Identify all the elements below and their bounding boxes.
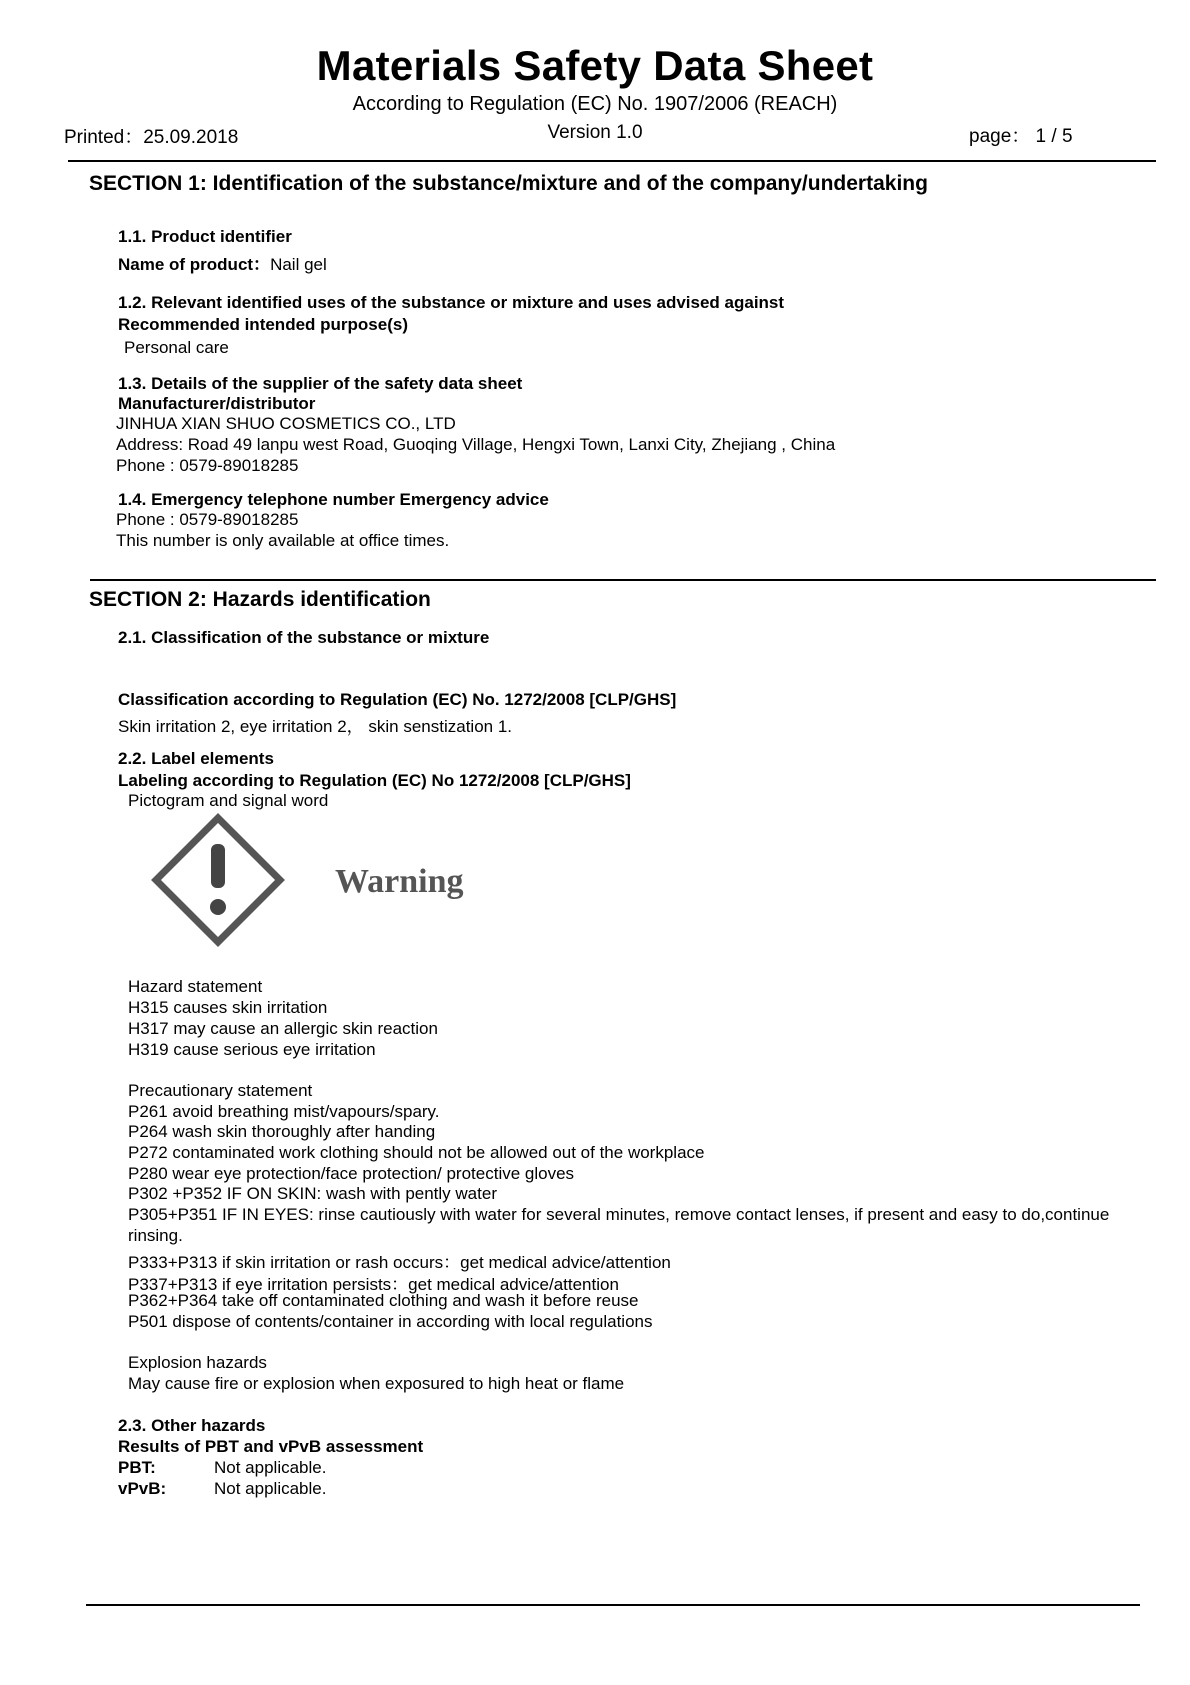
precaution-heading: Precautionary statement bbox=[128, 1081, 313, 1100]
precaution-statement: rinsing. bbox=[128, 1226, 183, 1245]
precaution-statement: P501 dispose of contents/container in according with local regulations bbox=[128, 1312, 653, 1331]
s2-1-heading: 2.1. Classification of the substance or mixture bbox=[118, 628, 490, 647]
ghs-exclamation-pictogram bbox=[140, 810, 480, 950]
signal-word: Warning bbox=[335, 863, 464, 900]
hazard-statement: H315 causes skin irritation bbox=[128, 998, 328, 1017]
footer-divider bbox=[86, 1604, 1140, 1606]
exclamation-bar bbox=[211, 844, 225, 888]
section-divider bbox=[90, 579, 1156, 581]
s1-2-heading: 1.2. Relevant identified uses of the substance or mixture and uses advised against bbox=[118, 293, 785, 312]
pbt-heading: Results of PBT and vPvB assessment bbox=[118, 1437, 424, 1456]
product-name-label: Name of product： bbox=[118, 255, 271, 274]
purpose-label: Recommended intended purpose(s) bbox=[118, 315, 408, 334]
explosion-text: May cause fire or explosion when exposured to high heat or flame bbox=[128, 1374, 625, 1393]
company-name: JINHUA XIAN SHUO COSMETICS CO., LTD bbox=[116, 414, 456, 433]
precaution-statement: P264 wash skin thoroughly after handing bbox=[128, 1122, 436, 1141]
precaution-statement: P280 wear eye protection/face protection/ protective gloves bbox=[128, 1164, 575, 1183]
precaution-statement: P362+P364 take off contaminated clothing and wash it before reuse bbox=[128, 1291, 639, 1310]
s1-1-heading: 1.1. Product identifier bbox=[118, 227, 292, 246]
pictogram-label: Pictogram and signal word bbox=[128, 791, 329, 810]
version-label: Version 1.0 bbox=[547, 122, 643, 143]
hazard-statement: H317 may cause an allergic skin reaction bbox=[128, 1019, 438, 1038]
vpvb-label: vPvB: bbox=[118, 1479, 167, 1498]
precaution-statement: P337+P313 if eye irritation persists：get medical advice/attention bbox=[128, 1275, 619, 1294]
company-address: Address: Road 49 lanpu west Road, Guoqing Village, Hengxi Town, Lanxi City, Zhejiang , China bbox=[116, 435, 836, 454]
precaution-statement: P272 contaminated work clothing should not be allowed out of the workplace bbox=[128, 1143, 705, 1162]
exclamation-dot bbox=[210, 899, 226, 915]
precaution-statement: P261 avoid breathing mist/vapours/spary. bbox=[128, 1102, 440, 1121]
header-divider bbox=[68, 160, 1156, 162]
purpose-value: Personal care bbox=[124, 338, 229, 357]
manufacturer-label: Manufacturer/distributor bbox=[118, 394, 316, 413]
labeling-label: Labeling according to Regulation (EC) No 1272/2008 [CLP/GHS] bbox=[118, 771, 631, 790]
s1-3-heading: 1.3. Details of the supplier of the safety data sheet bbox=[118, 374, 523, 393]
classification-value: Skin irritation 2, eye irritation 2， skin senstization 1. bbox=[118, 717, 513, 736]
emergency-phone: Phone : 0579-89018285 bbox=[116, 510, 299, 529]
precaution-statement: P333+P313 if skin irritation or rash occurs：get medical advice/attention bbox=[128, 1253, 671, 1272]
pbt-value: Not applicable. bbox=[214, 1458, 327, 1477]
product-name-line bbox=[118, 250, 327, 275]
classification-label: Classification according to Regulation (EC) No. 1272/2008 [CLP/GHS] bbox=[118, 690, 677, 709]
product-name-value: Nail gel bbox=[270, 255, 327, 274]
document-title: Materials Safety Data Sheet bbox=[316, 42, 874, 89]
s1-4-heading: 1.4. Emergency telephone number Emergency advice bbox=[118, 490, 549, 509]
section-2-title: SECTION 2: Hazards identification bbox=[89, 588, 431, 611]
precaution-statement: P302 +P352 IF ON SKIN: wash with pently water bbox=[128, 1184, 497, 1203]
vpvb-value: Not applicable. bbox=[214, 1479, 327, 1498]
s2-2-heading: 2.2. Label elements bbox=[118, 749, 274, 768]
pbt-label: PBT: bbox=[118, 1458, 156, 1477]
company-phone: Phone : 0579-89018285 bbox=[116, 456, 299, 475]
explosion-heading: Explosion hazards bbox=[128, 1353, 267, 1372]
section-1-title: SECTION 1: Identification of the substance/mixture and of the company/undertaking bbox=[89, 172, 928, 195]
hazard-heading: Hazard statement bbox=[128, 977, 263, 996]
regulation-subtitle: According to Regulation (EC) No. 1907/2006 (REACH) bbox=[352, 93, 838, 115]
emergency-note: This number is only available at office times. bbox=[116, 531, 450, 550]
precaution-statement: P305+P351 IF IN EYES: rinse cautiously with water for several minutes, remove contact lenses, if present and easy to do,continue bbox=[128, 1205, 1110, 1224]
hazard-statement: H319 cause serious eye irritation bbox=[128, 1040, 376, 1059]
s2-3-heading: 2.3. Other hazards bbox=[118, 1416, 266, 1435]
page-number: page： 1 / 5 bbox=[969, 126, 1073, 147]
printed-date: Printed：25.09.2018 bbox=[64, 127, 239, 148]
